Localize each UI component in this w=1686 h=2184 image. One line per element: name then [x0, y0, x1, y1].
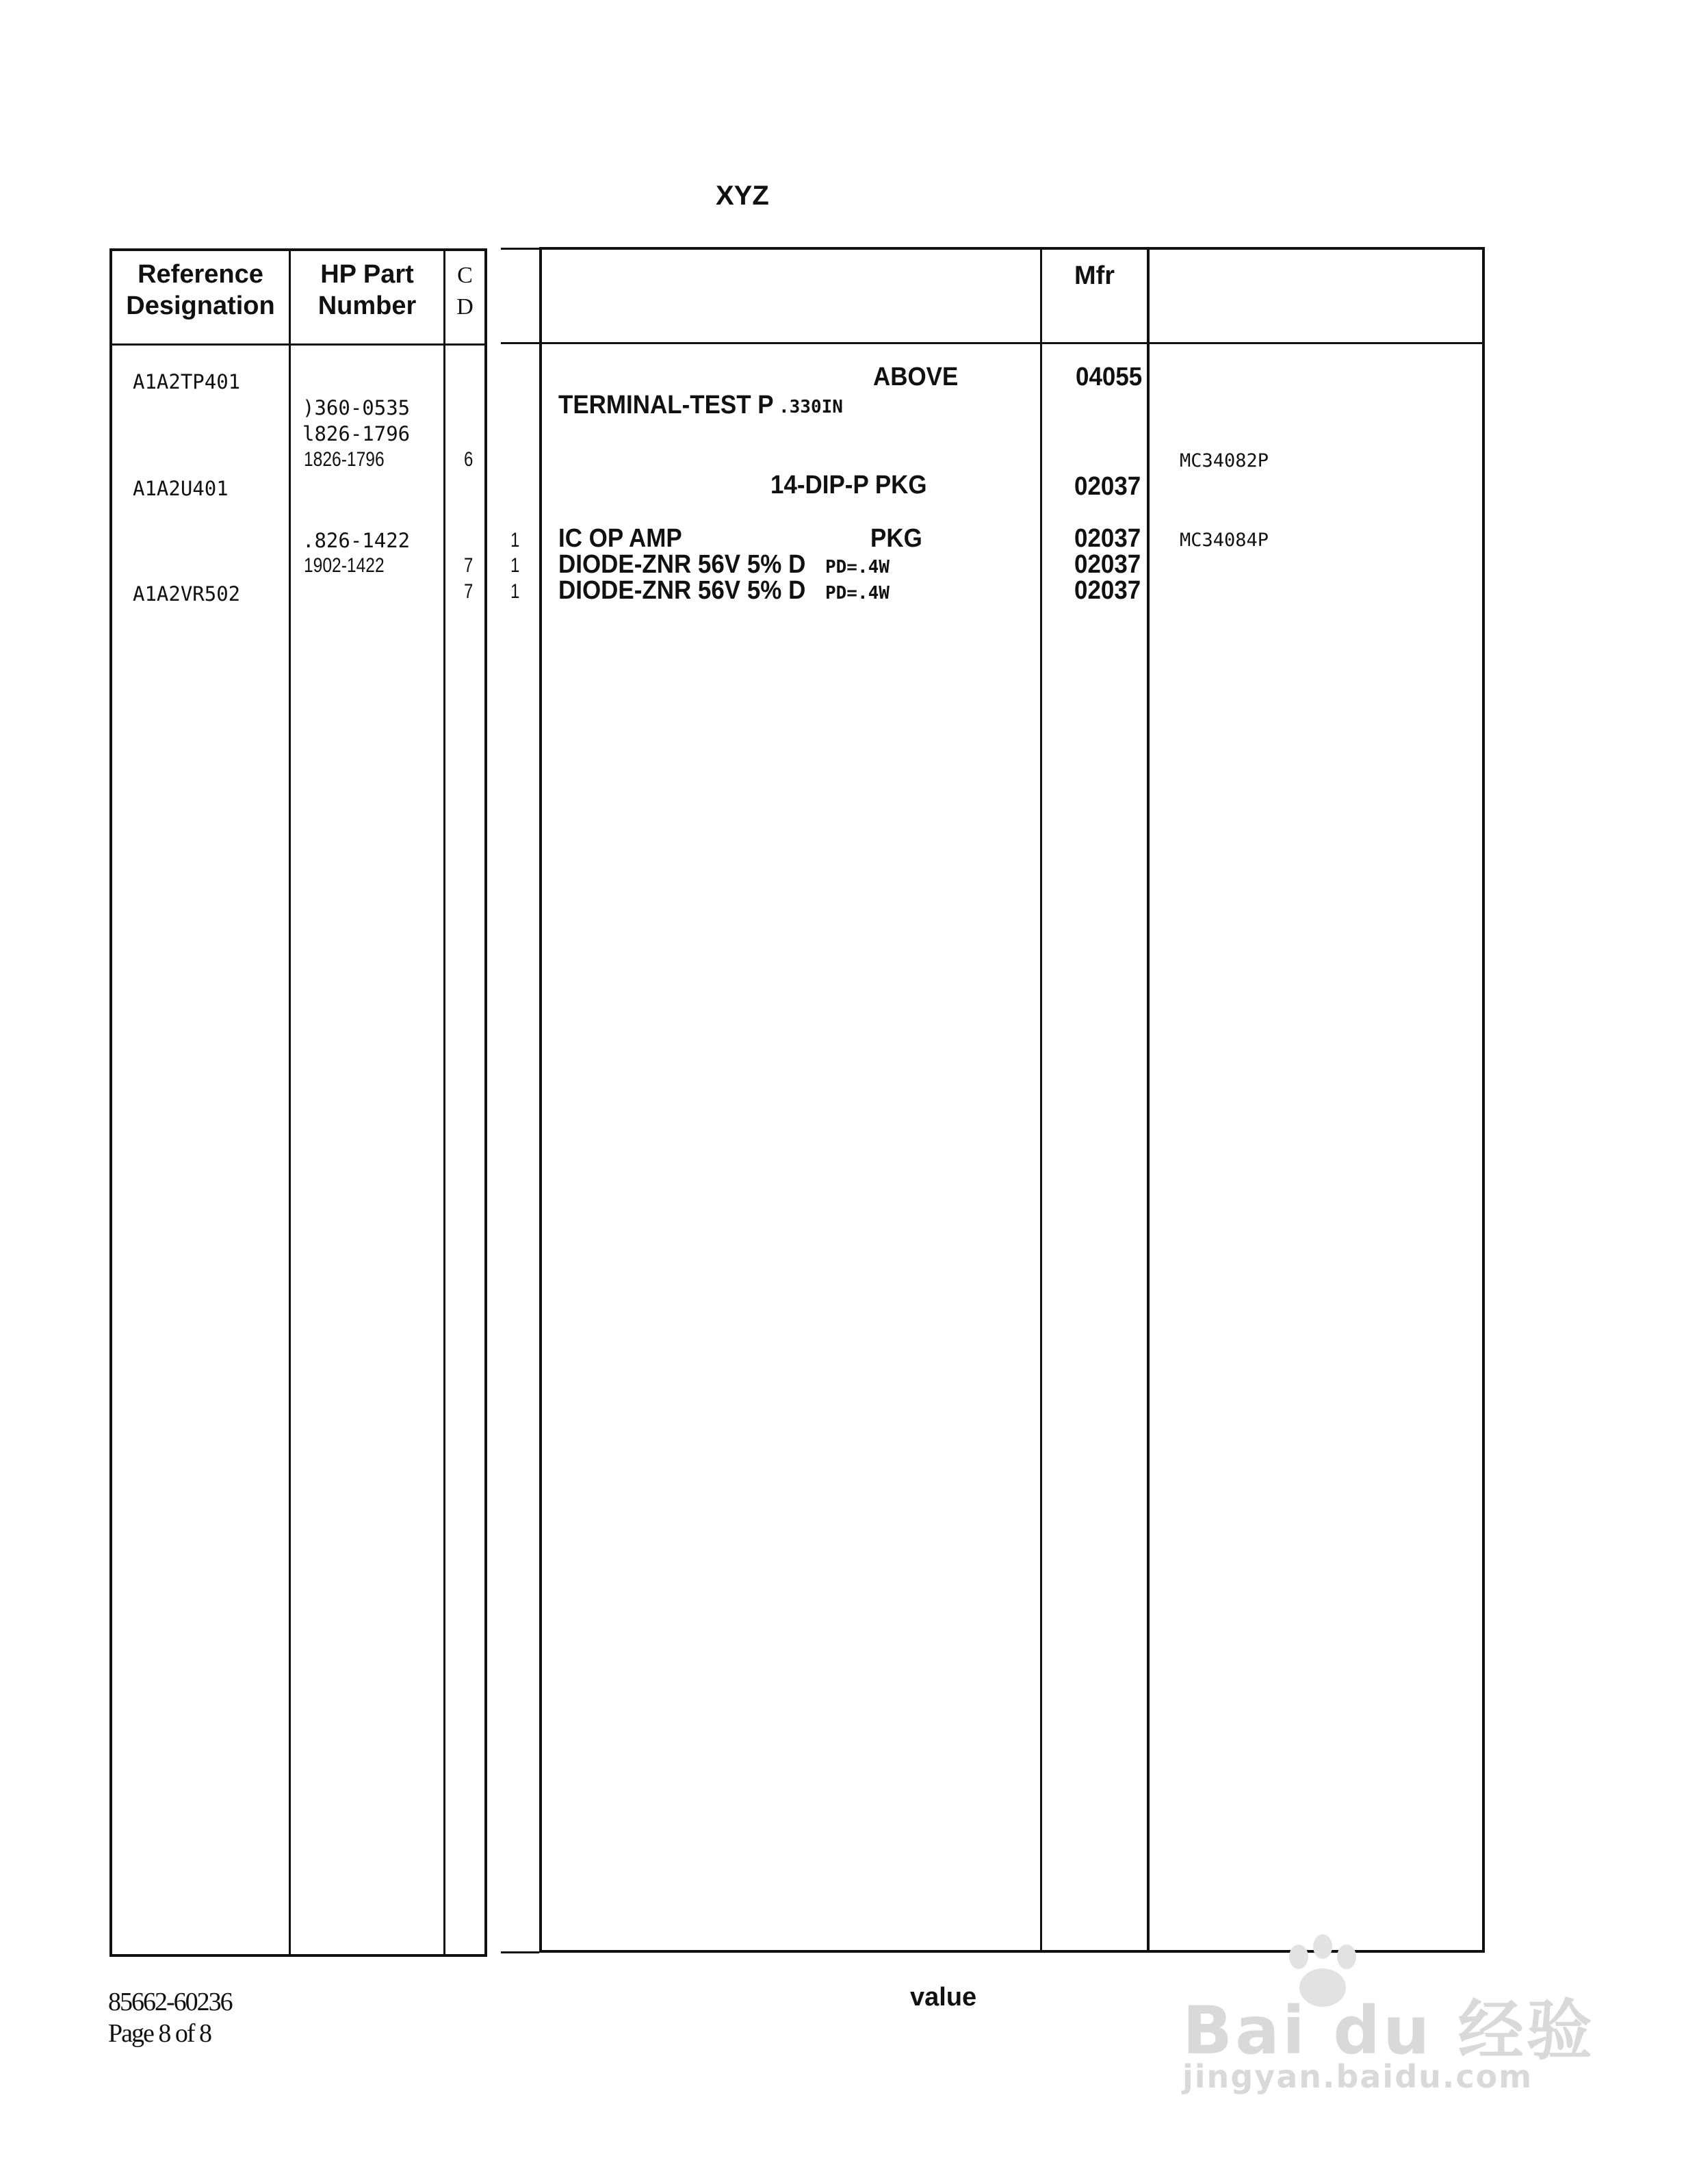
header-cd-line2: D — [456, 294, 474, 320]
qty-digit: 1 — [510, 580, 520, 603]
description: IC OP AMP — [558, 524, 682, 553]
table-top-border-right — [539, 247, 1485, 250]
mfr-part-number: MC34082P — [1180, 450, 1269, 471]
cd-digit: 7 — [464, 580, 474, 603]
hp-part-number: .826-1422 — [302, 529, 411, 552]
mfr-code: 02037 — [1074, 524, 1141, 553]
header-cd-line1: C — [457, 263, 473, 288]
description-suffix: PKG — [870, 524, 922, 553]
ref-designation: A1A2U401 — [133, 477, 229, 500]
divider-qty-desc — [539, 247, 542, 1953]
description: TERMINAL-TEST P — [558, 391, 774, 419]
mfr-code: 02037 — [1074, 472, 1141, 501]
qty-header-tick — [501, 342, 539, 344]
right-border — [1482, 247, 1485, 1953]
divider-cd-qty — [484, 248, 487, 1957]
qty-top-tick — [501, 248, 539, 250]
header-ref-line2: Designation — [126, 291, 275, 320]
divider-mfr-mpn — [1147, 247, 1150, 1953]
header-cd — [445, 260, 484, 323]
mfr-code: 02037 — [1074, 576, 1141, 605]
mfr-code: 02037 — [1074, 550, 1141, 579]
header-part-line1: HP Part — [320, 260, 414, 289]
doc-number: 85662-60236 — [108, 1988, 232, 2016]
hp-part-number: l826-1796 — [302, 422, 411, 445]
description: ABOVE — [873, 363, 959, 391]
header-hp-part-number — [291, 259, 443, 322]
mfr-part-number: MC34084P — [1180, 530, 1269, 551]
ref-designation: A1A2VR502 — [133, 582, 241, 606]
description-small: PD=.4W — [825, 583, 890, 603]
divider-part-cd — [443, 248, 445, 1957]
description-small: PD=.4W — [825, 557, 890, 577]
hp-part-number: 1902-1422 — [304, 554, 385, 577]
cd-digit: 7 — [464, 554, 474, 577]
watermark-url: jingyan.baidu.com — [1182, 2058, 1533, 2095]
left-border — [109, 248, 112, 1957]
header-part-line2: Number — [317, 291, 417, 320]
cd-digit: 6 — [464, 448, 474, 471]
page-number: Page 8 of 8 — [108, 2019, 211, 2048]
mfr-code: 04055 — [1076, 363, 1143, 391]
baidu-watermark — [1182, 1943, 1595, 2095]
header-reference-designation — [112, 259, 289, 322]
header-divider-right — [539, 342, 1485, 344]
qty-digit: 1 — [510, 554, 520, 577]
hp-part-number: 1826-1796 — [304, 448, 385, 471]
description: 14-DIP-P PKG — [770, 471, 927, 499]
table-bottom-border-left — [109, 1954, 486, 1957]
header-mfr: Mfr — [1074, 261, 1115, 290]
description: DIODE-ZNR 56V 5% D — [558, 576, 806, 605]
description: DIODE-ZNR 56V 5% D — [558, 550, 806, 579]
qty-digit: 1 — [510, 529, 520, 551]
divider-desc-mfr — [1040, 247, 1042, 1953]
divider-ref-part — [289, 248, 291, 1957]
hp-part-number: )360-0535 — [302, 396, 411, 419]
footer-value: value — [910, 1983, 977, 2012]
description-small: .330IN — [779, 397, 843, 417]
ref-designation: A1A2TP401 — [133, 370, 241, 393]
watermark-brand: Bai du 经验 — [1182, 1992, 1595, 2069]
qty-bottom-tick — [501, 1951, 539, 1953]
page-title: XYZ — [716, 181, 769, 211]
header-ref-line1: Reference — [138, 260, 263, 289]
header-divider-left — [109, 343, 486, 346]
table-top-border-left — [109, 248, 486, 251]
